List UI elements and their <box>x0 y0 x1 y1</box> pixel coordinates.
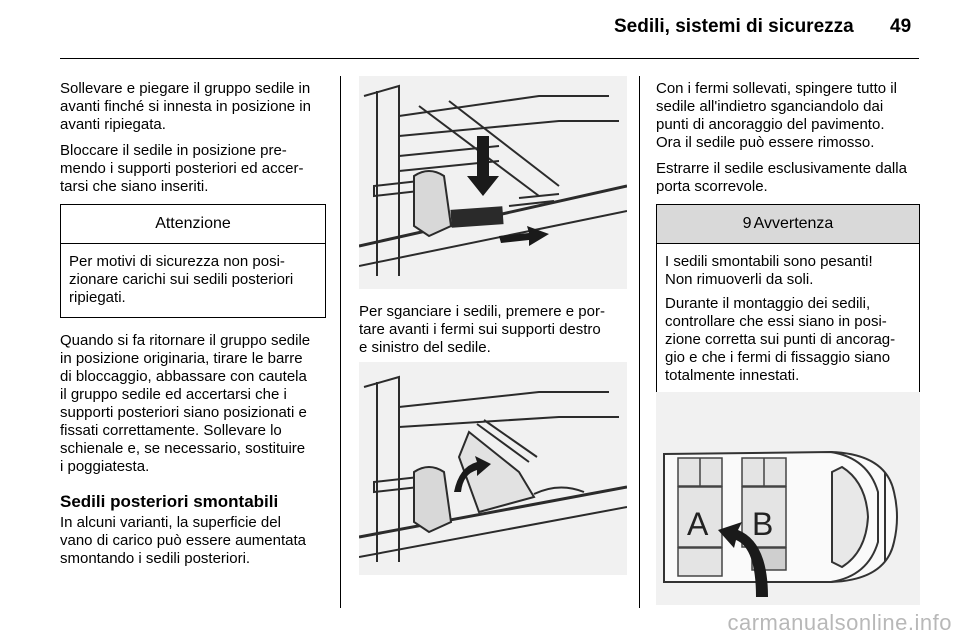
paragraph-sliding-door: Estrarre il sedile esclusivamente dalla porta scorrevole. <box>656 160 907 195</box>
figure-caption-release-seats: Per sganciare i sedili, premere e por- tare avanti i fermi sui supporti destro e sinistro del sedile. <box>359 303 605 356</box>
figure-seat-latch-press <box>359 76 627 289</box>
seat-label-a: A <box>687 506 709 542</box>
section-heading-removable-seats: Sedili posteriori smontabili <box>60 492 279 511</box>
attention-box <box>60 204 326 318</box>
header-rule <box>60 58 919 59</box>
van-top-view-illustration <box>656 392 920 605</box>
figure-seat-latch-raised <box>359 362 627 575</box>
column-right <box>656 80 920 410</box>
warning-box-title: Avvertenza <box>753 215 834 232</box>
latch-plate-shape <box>450 206 503 228</box>
seat-latch-press-illustration <box>359 76 627 289</box>
warning-icon: 9 <box>742 215 752 232</box>
figure-van-top-view <box>656 392 920 605</box>
paragraph-lock-seat: Bloccare il sedile in posizione pre- mendo i supporti posteriori ed accer- tarsi che siano inseriti. <box>60 142 304 195</box>
paragraph-push-seat-back: Con i fermi sollevati, spingere tutto il sedile all'indietro sganciandolo dai punti di ancoraggio del pavimento. Ora il sedile può essere rimosso. <box>656 80 897 151</box>
page-number: 49 <box>890 16 912 37</box>
column-divider-right <box>639 76 640 608</box>
watermark: carmanualsonline.info <box>727 610 952 635</box>
warning-box-text-heavy: I sedili smontabili sono pesanti! Non rimuoverli da soli. <box>665 253 873 288</box>
column-left <box>60 80 326 576</box>
seat-latch-raised-illustration <box>359 362 627 575</box>
warning-box-header <box>657 205 919 244</box>
warning-box <box>656 204 920 396</box>
attention-box-title: Attenzione <box>61 205 325 244</box>
paragraph-fold-seat: Sollevare e piegare il gruppo sedile in avanti finché si innesta in posizione in avanti ripiegata. <box>60 80 311 133</box>
paragraph-removable-seats: In alcuni varianti, la superficie del vano di carico può essere aumentata smontando i sedili posteriori. <box>60 514 306 567</box>
attention-box-text: Per motivi di sicurezza non posi- zionare carichi sui sedili posteriori ripiegati. <box>69 253 294 306</box>
paragraph-return-seat: Quando si fa ritornare il gruppo sedile in posizione originaria, tirare le barre di bloccaggio, abbassare con cautela il gruppo sedile ed accertarsi che i supporti posteriori siano posizionati e fissati correttamente. Sollevare lo schienale e, se necessario, sostituire i poggiatesta. <box>60 332 311 475</box>
warning-box-text-mounting: Durante il montaggio dei sedili, controllare che essi siano in posi- zione corretta sui punti di ancorag- gio e che i fermi di fissaggio siano totalmente innestati. <box>665 295 896 384</box>
page-header-title: Sedili, sistemi di sicurezza <box>614 16 854 37</box>
seat-label-b: B <box>752 506 774 542</box>
column-divider-left <box>340 76 341 608</box>
